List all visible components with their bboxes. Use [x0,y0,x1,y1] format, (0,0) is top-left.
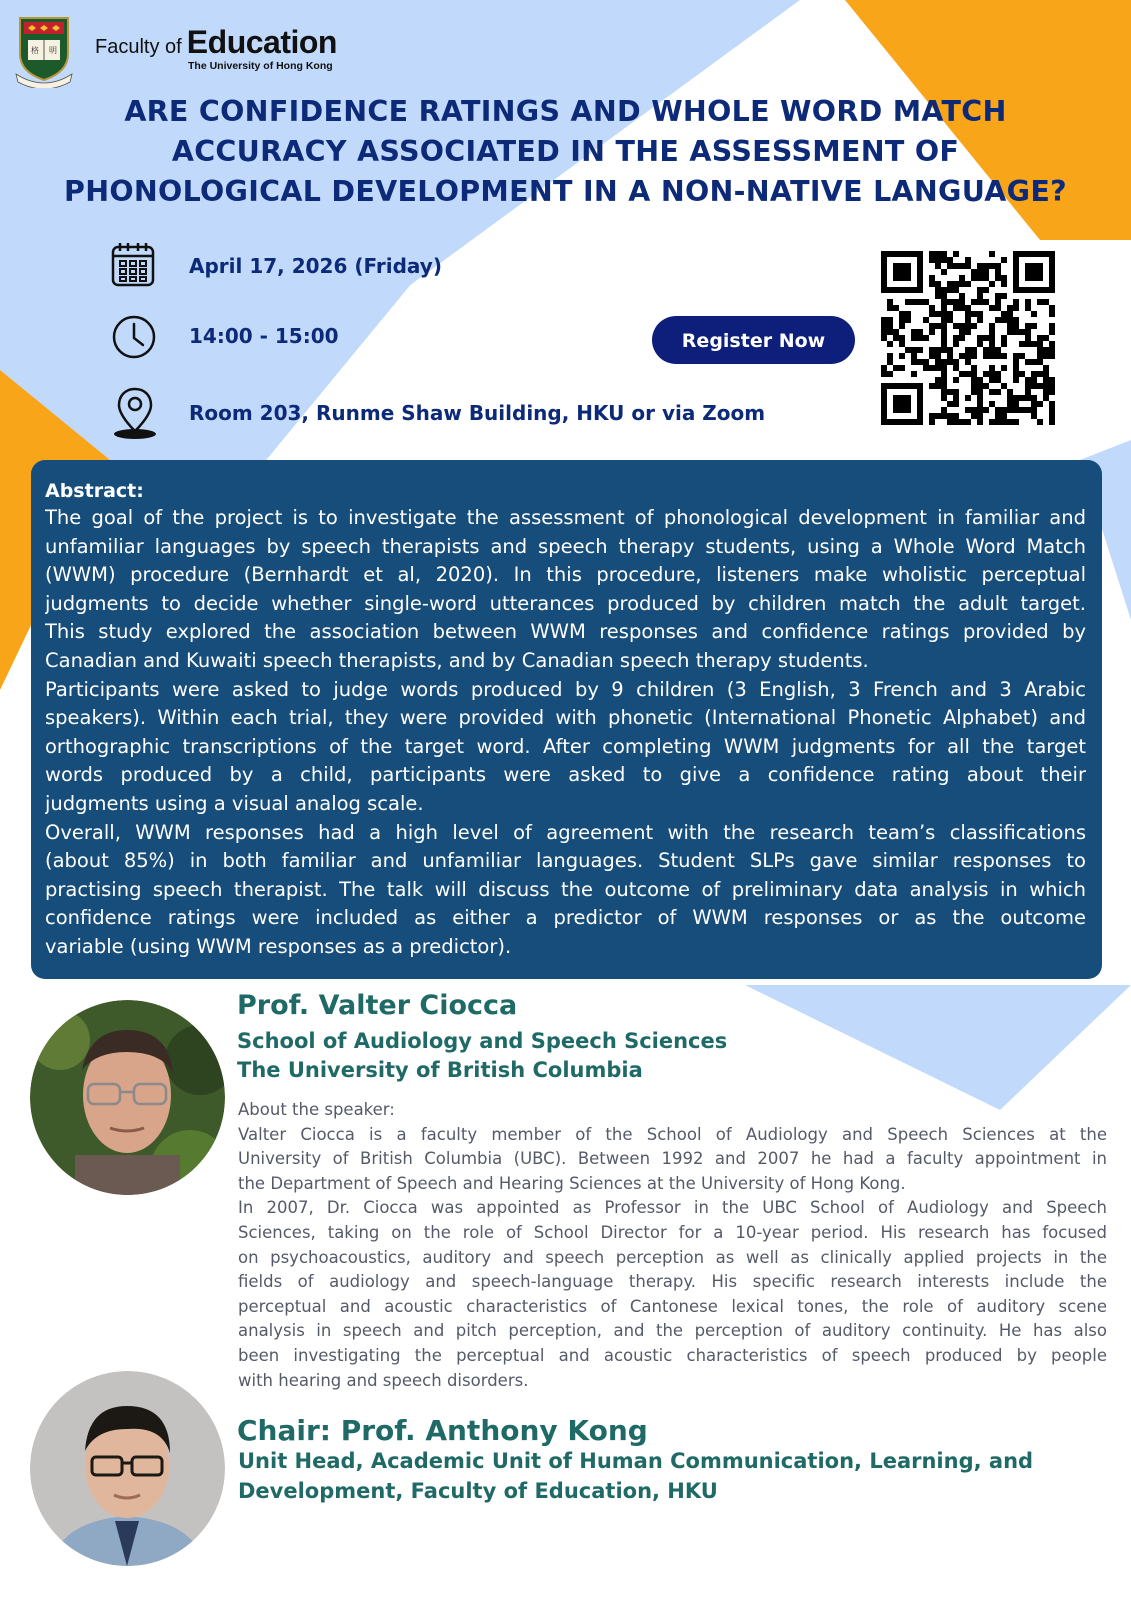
abstract-line: confidence ratings were included as either a predictor of WWM responses or as the outcome [45,906,1086,930]
event-venue: Room 203, Runme Shaw Building, HKU or via Zoom [189,401,766,425]
abstract-line: judgments to decide whether single-word utterances produced by children match the adult target. [45,591,1086,615]
bio-line: In 2007, Dr. Ciocca was appointed as Professor in the UBC School of Audiology and Speech [238,1198,1107,1218]
abstract-panel [31,460,1102,979]
title-line: ARE CONFIDENCE RATINGS AND WHOLE WORD MATCH [124,95,1007,128]
register-button[interactable]: Register Now [652,316,855,364]
svg-text:明: 明 [49,46,57,55]
bio-line: University of British Columbia (UBC). Between 1992 and 2007 he had a faculty appointment in [238,1149,1107,1169]
svg-text:格: 格 [31,46,39,55]
abstract-line: Participants were asked to judge words produced by 9 children (3 English, 3 French and 3 Arabic [45,677,1086,701]
abstract-line: The goal of the project is to investigate the assessment of phonological development in familiar and [45,506,1086,529]
registration-qr-code[interactable] [881,251,1055,425]
bio-line: fields of audiology and speech-language therapy. His specific research interests include the [238,1272,1107,1292]
chair-name: Chair: Prof. Anthony Kong [237,1414,648,1447]
event-date: April 17, 2026 (Friday) [189,254,442,278]
abstract-line: Overall, WWM responses had a high level of agreement with the research team’s classifications [45,820,1086,844]
faculty-prefix: Faculty of [95,36,182,58]
bio-line: analysis in speech and pitch perception, and the perception of auditory continuity. He has also [238,1321,1107,1341]
speaker-affiliation: The University of British Columbia [237,1058,643,1082]
university-name: The University of Hong Kong [188,60,333,72]
chair-photo [30,1371,225,1566]
abstract-paragraph [45,504,1086,676]
bio-line: been investigating the perceptual and acoustic characteristics of speech produced by people [238,1345,1107,1365]
clock-icon [111,314,157,360]
hku-crest-logo [14,14,74,88]
location-pin-icon [112,385,158,441]
abstract-line: Canadian and Kuwaiti speech therapists, and by Canadian speech therapy students. [45,648,869,672]
abstract-line: (WWM) procedure (Bernhardt et al, 2020). In this procedure, listeners make wholistic perceptual [45,563,1086,587]
bio-line: on psychoacoustics, auditory and speech perception as well as clinically applied projects in the [238,1247,1107,1267]
abstract-line: judgments using a visual analog scale. [45,791,424,815]
bio-line: Valter Ciocca is a faculty member of the School of Audiology and Speech Sciences at the [238,1124,1107,1144]
title-line: PHONOLOGICAL DEVELOPMENT IN A NON-NATIVE LANGUAGE? [64,175,1067,208]
abstract-heading: Abstract: [45,480,144,502]
speaker-affiliation: School of Audiology and Speech Sciences [237,1029,728,1053]
calendar-icon [111,241,155,287]
abstract-line: words produced by a child, participants were asked to give a confidence rating about their [45,763,1086,787]
abstract-line: speakers). Within each trial, they were provided with phonetic (International Phonetic Alphabet) and [45,706,1086,730]
abstract-line: This study explored the association between WWM responses and confidence ratings provided by [45,620,1086,644]
chair-affiliation: Unit Head, Academic Unit of Human Communication, Learning, and [238,1449,1034,1473]
abstract-line: practising speech therapist. The talk will discuss the outcome of preliminary data analysis in which [45,877,1086,901]
title-line: ACCURACY ASSOCIATED IN THE ASSESSMENT OF [171,135,960,168]
abstract-line: orthographic transcriptions of the target word. After completing WWM judgments for all the target [45,734,1086,758]
faculty-name: Education [186,24,337,60]
speaker-name: Prof. Valter Ciocca [237,990,518,1021]
event-time: 14:00 - 15:00 [189,324,339,348]
bio-heading: About the speaker: [238,1100,395,1119]
bio-line: perceptual and acoustic characteristics of Cantonese lexical tones, the role of auditory scene [238,1296,1107,1316]
talk-title [10,92,1121,212]
bio-line: with hearing and speech disorders. [238,1370,529,1390]
faculty-branding [95,24,337,72]
abstract-line: (about 85%) in both familiar and unfamiliar languages. Student SLPs gave similar responses to [45,849,1086,873]
abstract-line: variable (using WWM responses as a predictor). [45,934,512,958]
bio-line: the Department of Speech and Hearing Sciences at the University of Hong Kong. [238,1173,906,1193]
abstract-paragraph [45,676,1086,819]
chair-affiliation: Development, Faculty of Education, HKU [238,1479,718,1503]
abstract-paragraph [45,819,1086,962]
bio-line: Sciences, taking on the role of School Director for a 10-year period. His research has focused [238,1222,1107,1242]
abstract-line: unfamiliar languages by speech therapists and speech therapy students, using a Whole Word Match [45,534,1086,558]
speaker-bio [238,1098,1107,1393]
speaker-photo [30,1000,225,1195]
